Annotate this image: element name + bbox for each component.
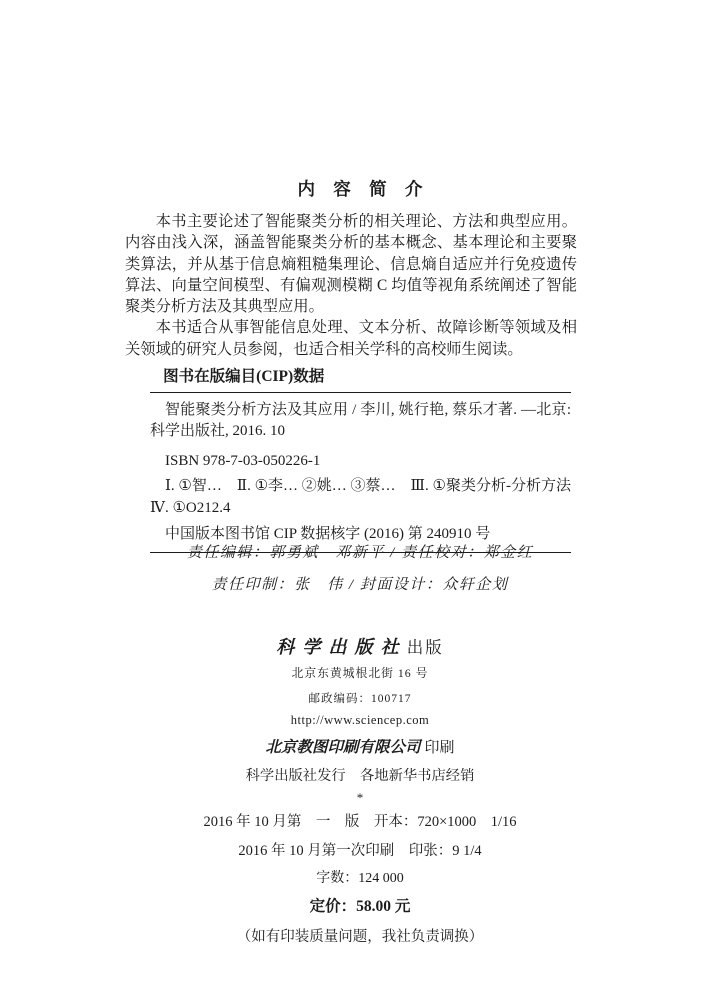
cip-header: 图书在版编目(CIP)数据 — [163, 368, 325, 385]
cip-classification: Ⅰ. ①智… Ⅱ. ①李… ②姚… ③蔡… Ⅲ. ①聚类分析-分析方法 Ⅳ. ①O212.4 — [150, 478, 571, 516]
edition-format-line: 2016 年 10 月第 一 版 开本：720×1000 1/16 — [203, 814, 517, 830]
publisher-line — [0, 633, 720, 659]
print-design-credit: 责任印制：张 伟 / 封面设计：众轩企划 — [211, 577, 509, 593]
cip-top-rule — [150, 392, 571, 393]
isbn: ISBN 978-7-03-050226-1 — [165, 453, 321, 469]
publisher-address: 北京东黄城根北街 16 号 — [291, 666, 429, 680]
printer-line — [0, 735, 720, 757]
printer-role-label: 印刷 — [424, 740, 455, 756]
postal-code: 邮政编码：100717 — [308, 693, 412, 705]
cip-book-info: 智能聚类分析方法及其应用 / 李川, 姚行艳, 蔡乐才著. —北京: 科学出版社, 2016. 10 — [150, 402, 571, 439]
editors-credit: 责任编辑：郭勇斌 邓新平 / 责任校对：郑金红 — [186, 545, 534, 561]
print-run-line: 2016 年 10 月第一次印刷 印张：9 1/4 — [238, 843, 482, 859]
distribution-line: 科学出版社发行 各地新华书店经销 — [245, 768, 475, 784]
summary-paragraph-1: 本书主要论述了智能聚类分析的相关理论、方法和典型应用。内容由浅入深，涵盖智能聚类分析的基本概念、基本理论和主要聚类算法，并从基于信息熵粗糙集理论、信息熵自适应并行免疫遗传算法、向量空间模型、有偏观测模糊 C 均值等视角系统阐述了智能聚类分析方法及其典型应用。 — [125, 213, 577, 316]
publisher-role-label: 出版 — [406, 638, 444, 657]
staff-credits — [0, 541, 720, 594]
cip-block — [150, 366, 571, 553]
word-count: 字数：124 000 — [316, 871, 404, 886]
printer-name: 北京教图印刷有限公司 — [265, 739, 421, 756]
price: 定价：58.00 元 — [309, 898, 411, 915]
summary-paragraph-2: 本书适合从事智能信息处理、文本分析、故障诊断等领域及相关领域的研究人员参阅，也适合相关学科的高校师生阅读。 — [125, 319, 577, 358]
content-summary — [125, 211, 577, 360]
quality-note: （如有印装质量问题，我社负责调换） — [236, 929, 484, 945]
publisher-name: 科学出版社 — [276, 637, 407, 657]
publisher-website: http://www.sciencep.com — [290, 713, 430, 727]
separator-star: * — [356, 790, 364, 805]
content-summary-title: 内容简介 — [297, 179, 441, 199]
imprint-block — [0, 633, 720, 946]
cip-record-number: 中国版本图书馆 CIP 数据核字 (2016) 第 240910 号 — [165, 526, 491, 542]
